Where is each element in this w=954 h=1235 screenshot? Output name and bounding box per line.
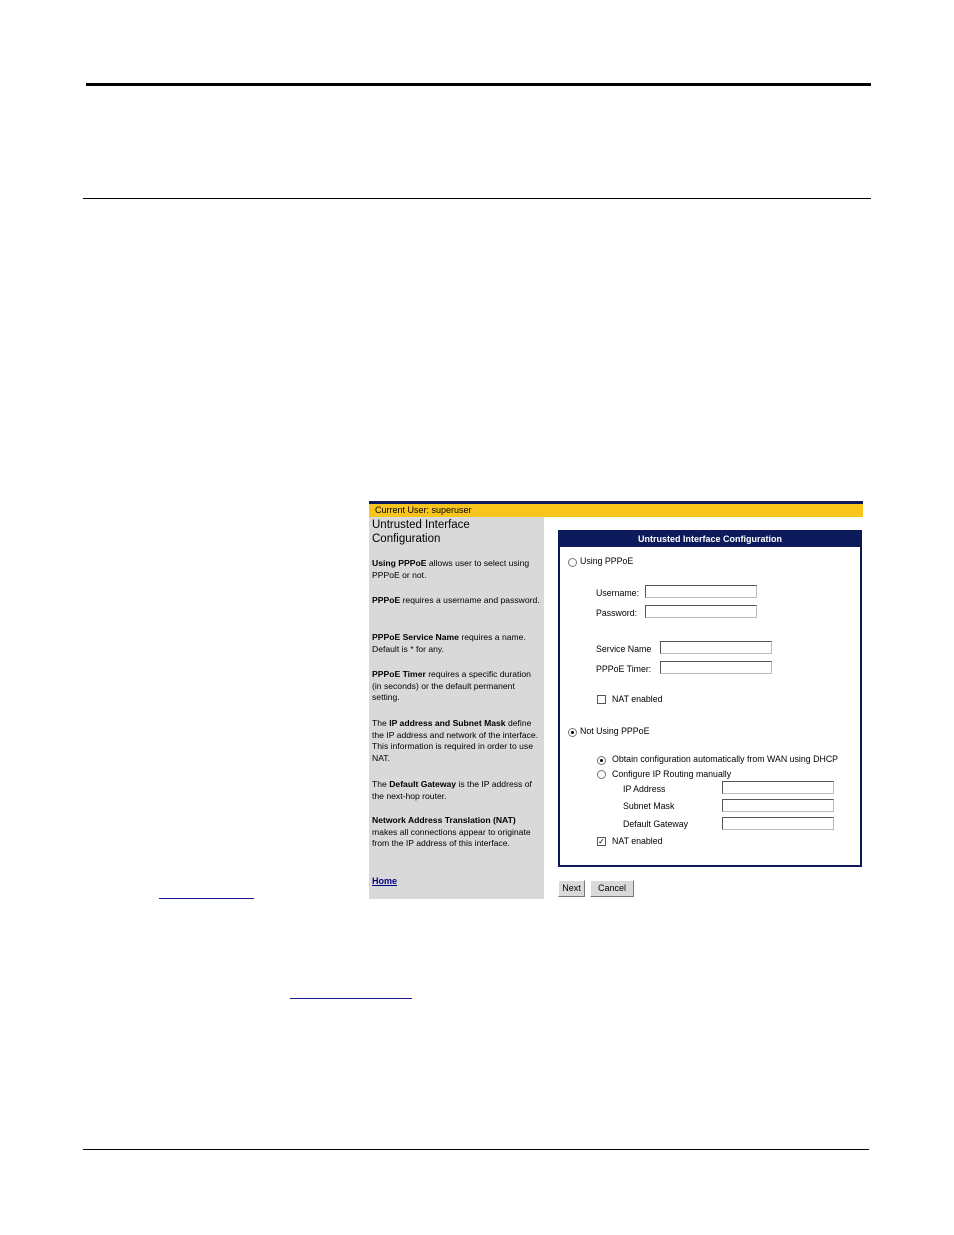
dhcp-label: Obtain configuration automatically from WAN using DHCP — [612, 754, 839, 764]
help-pppoe-timer — [372, 669, 542, 704]
username-label: Username: — [596, 588, 640, 598]
help-text: allows user to select using PPPoE or not. — [372, 558, 530, 580]
using-pppoe-radio[interactable] — [568, 558, 577, 567]
cancel-button[interactable]: Cancel — [590, 880, 634, 897]
next-button[interactable]: Next — [558, 880, 585, 897]
help-text: requires a username and password. — [400, 595, 540, 605]
service-name-input[interactable] — [660, 641, 772, 654]
help-text: makes all connections appear to originate from the IP address of this interface. — [372, 826, 531, 849]
ip-address-input[interactable] — [722, 781, 834, 794]
help-ip-subnet — [372, 718, 542, 764]
help-term: IP address and Subnet Mask — [389, 718, 506, 728]
section-rule — [83, 198, 871, 199]
help-term: Using PPPoE — [372, 558, 427, 568]
using-pppoe-label: Using PPPoE — [580, 556, 634, 566]
help-pre: The — [372, 779, 390, 789]
help-term: PPPoE Timer — [372, 669, 426, 679]
help-pre: The — [372, 718, 390, 728]
panel-header: Untrusted Interface Configuration — [560, 532, 860, 547]
manual-routing-label: Configure IP Routing manually — [612, 769, 732, 779]
nat-manual-checkbox[interactable]: ✓ — [598, 837, 605, 846]
service-name-label: Service Name — [596, 644, 652, 654]
help-text: requires a specific duration (in seconds) or the default permanent setting. — [372, 669, 531, 703]
help-term: PPPoE — [372, 595, 401, 605]
help-text: is the IP address of the next-hop router. — [372, 779, 532, 801]
nat-pppoe-checkbox[interactable] — [597, 695, 606, 704]
config-panel — [558, 530, 862, 867]
manual-routing-radio[interactable] — [597, 770, 606, 779]
help-text: requires a name. Default is * for any. — [372, 632, 526, 654]
help-service-name — [372, 632, 542, 655]
pppoe-timer-label: PPPoE Timer: — [596, 664, 652, 674]
not-using-pppoe-label: Not Using PPPoE — [580, 726, 650, 736]
help-default-gateway — [372, 779, 542, 802]
link-underline[interactable] — [290, 998, 412, 999]
footer-rule — [83, 1149, 869, 1150]
help-nat — [372, 815, 542, 850]
help-term: Network Address Translation (NAT) — [372, 815, 516, 825]
default-gateway-input[interactable] — [722, 817, 834, 830]
username-input[interactable] — [645, 585, 757, 598]
link-underline[interactable] — [159, 898, 254, 899]
help-pppoe — [372, 595, 542, 607]
password-label: Password: — [596, 608, 638, 618]
help-term: Default Gateway — [389, 779, 457, 789]
subnet-mask-label: Subnet Mask — [623, 801, 675, 811]
default-gateway-label: Default Gateway — [623, 819, 689, 829]
pppoe-timer-input[interactable] — [660, 661, 772, 674]
ip-address-label: IP Address — [623, 784, 666, 794]
help-term: PPPoE Service Name — [372, 632, 459, 642]
help-using-pppoe — [372, 558, 542, 581]
nat-manual-label: NAT enabled — [612, 836, 663, 846]
help-pane — [369, 517, 544, 899]
config-screenshot — [369, 501, 863, 899]
help-title: Untrusted Interface Configuration — [372, 519, 470, 545]
help-text: define the IP address and network of the interface. This information is required in order to use NAT. — [372, 718, 539, 763]
not-using-pppoe-radio[interactable] — [568, 728, 577, 737]
nat-pppoe-label: NAT enabled — [612, 694, 663, 704]
subnet-mask-input[interactable] — [722, 799, 834, 812]
dhcp-radio[interactable] — [597, 756, 606, 765]
home-link[interactable]: Home — [372, 876, 398, 886]
header-rule — [86, 83, 871, 86]
current-user-bar: Current User: superuser — [369, 504, 863, 517]
password-input[interactable] — [645, 605, 757, 618]
